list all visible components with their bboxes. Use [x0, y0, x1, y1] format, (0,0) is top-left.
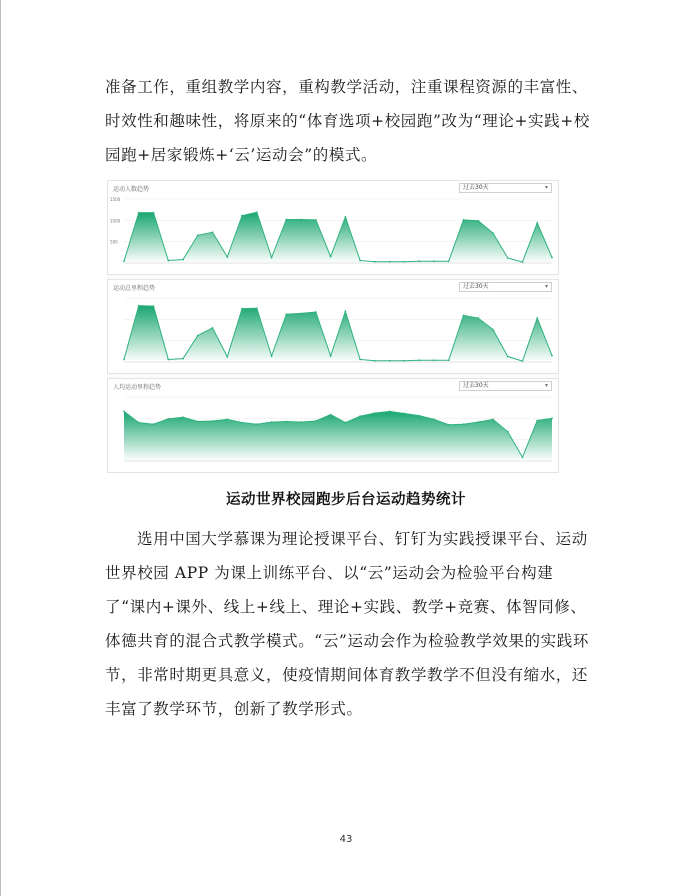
- data-point: [138, 212, 140, 214]
- data-point: [433, 419, 435, 421]
- data-point: [507, 431, 509, 433]
- data-point: [285, 313, 287, 315]
- data-point: [212, 231, 214, 233]
- data-point: [153, 212, 155, 214]
- data-point: [477, 421, 479, 423]
- data-point: [359, 415, 361, 417]
- chart-3-range-label: 过去30天: [463, 382, 489, 389]
- data-point: [182, 358, 184, 360]
- data-point: [315, 311, 317, 313]
- data-point: [551, 417, 553, 419]
- data-point: [167, 260, 169, 262]
- data-point: [330, 414, 332, 416]
- data-point: [212, 420, 214, 422]
- chart-panel-2: [107, 279, 559, 374]
- data-point: [492, 232, 494, 234]
- data-point: [492, 329, 494, 331]
- data-point: [138, 305, 140, 307]
- data-point: [197, 335, 199, 337]
- data-point: [197, 234, 199, 236]
- chart-2-range-select[interactable]: [459, 282, 552, 292]
- data-point: [536, 317, 538, 319]
- data-point: [448, 359, 450, 361]
- chevron-down-icon: ▾: [544, 283, 548, 290]
- data-point: [330, 256, 332, 258]
- data-point: [448, 424, 450, 426]
- chevron-down-icon: ▾: [544, 184, 548, 191]
- y-tick-label: 1500: [110, 197, 121, 202]
- data-point: [389, 411, 391, 413]
- data-point: [182, 259, 184, 261]
- data-point: [404, 261, 406, 263]
- chart-3-title: 人均运动里程趋势: [113, 384, 162, 391]
- data-point: [285, 219, 287, 221]
- data-point: [138, 422, 140, 424]
- chevron-down-icon: ▾: [544, 382, 548, 389]
- data-point: [123, 359, 125, 361]
- paragraph-1: 准备工作，重组教学内容，重构教学活动，注重课程资源的丰富性、时效性和趣味性，将原来的“体育选项+校园跑”改为“理论+实践+校园跑+居家锻炼+‘云’运动会”的模式。: [105, 78, 590, 164]
- data-point: [315, 219, 317, 221]
- trend-figure: [107, 180, 559, 473]
- data-point: [359, 260, 361, 262]
- data-point: [330, 355, 332, 357]
- data-point: [551, 355, 553, 357]
- y-tick-label: 1000: [110, 218, 121, 224]
- chart-1-title: 运动人数趋势: [113, 186, 150, 193]
- data-point: [507, 257, 509, 259]
- data-point: [182, 416, 184, 418]
- chart-panel-1: [107, 180, 559, 275]
- data-point: [463, 219, 465, 221]
- data-point: [522, 456, 524, 458]
- data-point: [507, 356, 509, 358]
- chart-panel-3: [107, 378, 559, 473]
- page-edge: [0, 0, 1, 896]
- data-point: [226, 356, 228, 358]
- data-point: [226, 256, 228, 258]
- paragraph-2: 选用中国大学慕课为理论授课平台、钉钉为实践授课平台、运动世界校园 APP 为课上训练平台、以“云”运动会为检验平台构建了“课内+课外、线上+线上、理论+实践、教学+竞赛、体智同修、体德共育的混合式教学模式。“云”运动会作为检验教学效果的实践环节，非常时期更具意义，使疫情期间体育教学教学不但没有缩水，还丰富了教学环节，创新了教学形式。: [105, 530, 589, 718]
- data-point: [226, 419, 228, 421]
- chart-3-plot: [108, 391, 560, 471]
- data-point: [167, 359, 169, 361]
- data-point: [123, 411, 125, 413]
- data-point: [374, 412, 376, 414]
- data-point: [463, 315, 465, 317]
- data-point: [536, 222, 538, 224]
- data-point: [300, 219, 302, 221]
- data-point: [433, 359, 435, 361]
- data-point: [418, 260, 420, 262]
- data-point: [344, 422, 346, 424]
- data-point: [167, 418, 169, 420]
- data-point: [212, 327, 214, 329]
- y-tick-label: 500: [110, 239, 118, 245]
- data-point: [536, 420, 538, 422]
- data-point: [374, 261, 376, 263]
- data-point: [344, 216, 346, 218]
- data-point: [448, 260, 450, 262]
- data-point: [404, 413, 406, 415]
- data-point: [197, 421, 199, 423]
- data-point: [389, 261, 391, 263]
- data-point: [123, 260, 125, 262]
- data-point: [492, 419, 494, 421]
- data-point: [344, 310, 346, 312]
- data-point: [285, 421, 287, 423]
- data-point: [389, 360, 391, 362]
- data-point: [300, 312, 302, 314]
- data-point: [256, 423, 258, 425]
- data-point: [153, 305, 155, 307]
- chart-2-title: 运动总里程趋势: [113, 285, 156, 292]
- figure-caption: 运动世界校园跑步后台运动趋势统计: [226, 492, 466, 508]
- data-point: [477, 317, 479, 319]
- data-point: [374, 360, 376, 362]
- chart-1-range-select[interactable]: [459, 183, 552, 193]
- data-point: [256, 211, 258, 213]
- data-point: [153, 423, 155, 425]
- data-point: [433, 260, 435, 262]
- data-point: [271, 421, 273, 423]
- data-point: [271, 257, 273, 259]
- page-number: 43: [339, 834, 353, 845]
- data-point: [463, 423, 465, 425]
- data-point: [477, 220, 479, 222]
- data-point: [241, 308, 243, 310]
- data-point: [241, 215, 243, 217]
- chart-1-range-label: 过去30天: [463, 184, 489, 191]
- data-point: [241, 422, 243, 424]
- data-point: [418, 359, 420, 361]
- data-point: [359, 359, 361, 361]
- data-point: [256, 307, 258, 309]
- data-point: [300, 421, 302, 423]
- chart-2-plot: [108, 292, 560, 372]
- chart-3-range-select[interactable]: [459, 381, 552, 391]
- data-point: [418, 415, 420, 417]
- data-point: [404, 360, 406, 362]
- data-point: [271, 355, 273, 357]
- chart-1-plot: [108, 193, 560, 273]
- chart-2-range-label: 过去30天: [463, 283, 489, 290]
- data-point: [551, 257, 553, 259]
- data-point: [315, 420, 317, 422]
